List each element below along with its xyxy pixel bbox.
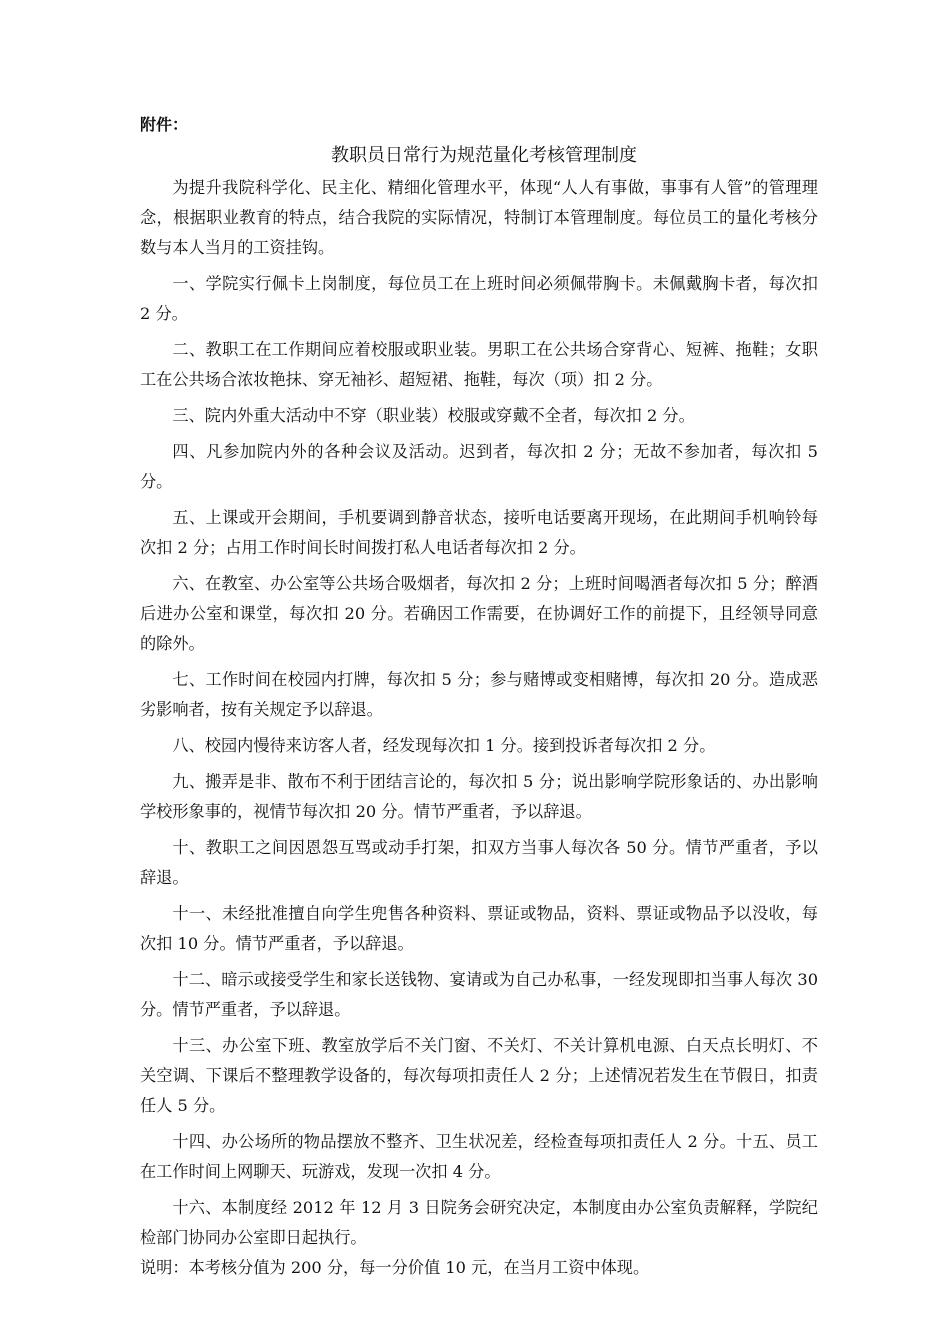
rule-paragraph: 四、凡参加院内外的各种会议及活动。迟到者，每次扣 2 分；无故不参加者，每次扣 5 分。 xyxy=(140,442,818,491)
intro-paragraph: 为提升我院科学化、民主化、精细化管理水平，体现“人人有事做，事事有人管”的管理理念，根据职业教育的特点，结合我院的实际情况，特制订本管理制度。每位员工的量化考核分数与本人当月的工资挂钩。 xyxy=(140,178,818,257)
rule-paragraph: 五、上课或开会期间，手机要调到静音状态，接听电话要离开现场，在此期间手机响铃每次扣 2 分；占用工作时间长时间拨打私人电话者每次扣 2 分。 xyxy=(140,508,818,557)
rule-paragraph: 十三、办公室下班、教室放学后不关门窗、不关灯、不关计算机电源、白天点长明灯、不关空调、下课后不整理教学设备的，每次每项扣责任人 2 分；上述情况若发生在节假日，扣责任人 5 分。 xyxy=(140,1036,818,1115)
rule-paragraph: 七、工作时间在校园内打牌，每次扣 5 分；参与赌博或变相赌博，每次扣 20 分。造成恶劣影响者，按有关规定予以辞退。 xyxy=(140,670,818,719)
rule-paragraph: 十、教职工之间因恩怨互骂或动手打架，扣双方当事人每次各 50 分。情节严重者，予以辞退。 xyxy=(140,838,818,887)
rule-paragraph: 十一、未经批准擅自向学生兜售各种资料、票证或物品，资料、票证或物品予以没收，每次扣 10 分。情节严重者，予以辞退。 xyxy=(140,904,818,953)
attachment-label: 附件： xyxy=(140,115,189,134)
document-title: 教职员日常行为规范量化考核管理制度 xyxy=(331,145,637,166)
rule-paragraph: 一、学院实行佩卡上岗制度，每位员工在上班时间必须佩带胸卡。未佩戴胸卡者，每次扣 2 分。 xyxy=(140,274,818,323)
rule-paragraph: 十六、本制度经 2012 年 12 月 3 日院务会研究决定，本制度由办公室负责解释，学院纪检部门协同办公室即日起执行。 xyxy=(140,1198,818,1247)
rule-paragraph: 九、搬弄是非、散布不利于团结言论的，每次扣 5 分；说出影响学院形象话的、办出影响学校形象事的，视情节每次扣 20 分。情节严重者，予以辞退。 xyxy=(140,772,818,821)
rule-paragraph: 十二、暗示或接受学生和家长送钱物、宴请或为自己办私事，一经发现即扣当事人每次 30 分。情节严重者，予以辞退。 xyxy=(140,970,818,1019)
rule-paragraph: 八、校园内慢待来访客人者，经发现每次扣 1 分。接到投诉者每次扣 2 分。 xyxy=(172,736,716,755)
rule-paragraph: 二、教职工在工作期间应着校服或职业装。男职工在公共场合穿背心、短裤、拖鞋；女职工在公共场合浓妆艳抹、穿无袖衫、超短裙、拖鞋，每次（项）扣 2 分。 xyxy=(140,340,818,389)
rule-paragraph: 六、在教室、办公室等公共场合吸烟者，每次扣 2 分；上班时间喝酒者每次扣 5 分；醉酒后进办公室和课堂，每次扣 20 分。若确因工作需要，在协调好工作的前提下，且经领导同意的除外。 xyxy=(140,574,818,653)
rule-paragraph: 三、院内外重大活动中不穿（职业装）校服或穿戴不全者，每次扣 2 分。 xyxy=(172,406,695,425)
explanation-note: 说明：本考核分值为 200 分，每一分价值 10 元，在当月工资中体现。 xyxy=(140,1258,650,1277)
rule-paragraph: 十四、办公场所的物品摆放不整齐、卫生状况差，经检查每项扣责任人 2 分。十五、员工在工作时间上网聊天、玩游戏，发现一次扣 4 分。 xyxy=(140,1132,818,1181)
